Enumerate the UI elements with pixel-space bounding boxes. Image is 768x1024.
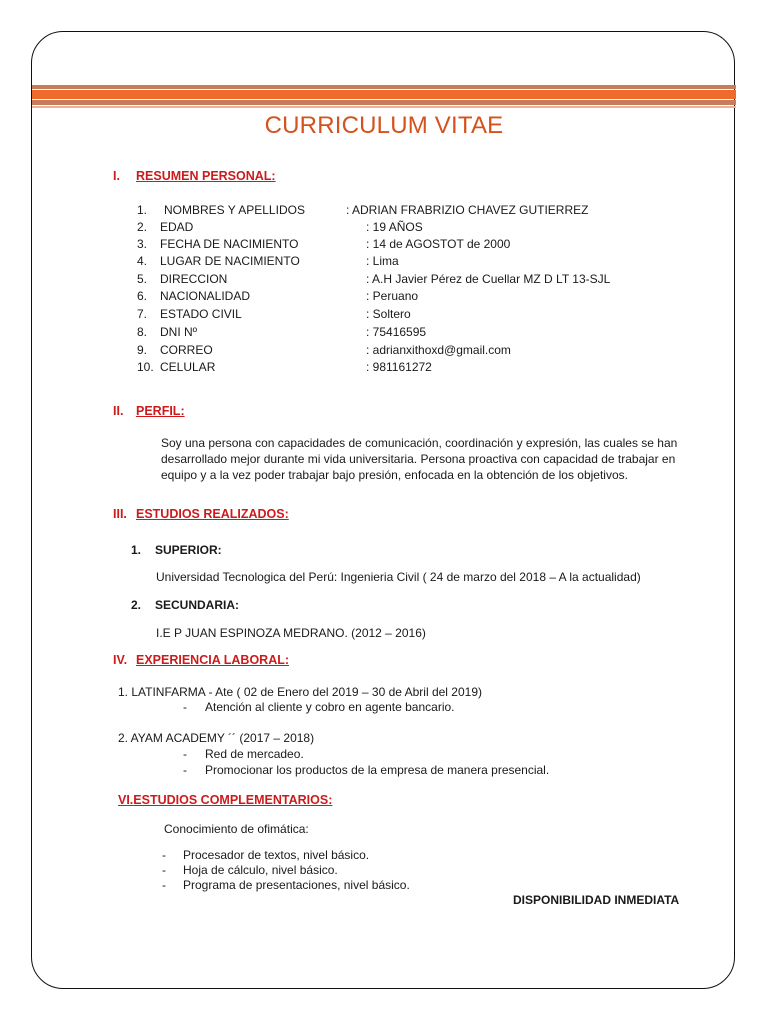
header-band-main [32,90,736,99]
item-text: Procesador de textos, nivel básico. [183,848,370,862]
row-value: : Soltero [366,307,411,321]
row-value: : adrianxithoxd@gmail.com [366,343,511,357]
item-text: Hoja de cálculo, nivel básico. [183,863,338,877]
bullet-dash: - [183,700,187,714]
row-number: 10. [137,360,154,374]
row-label: EDAD [160,220,194,234]
section-number: IV. [113,653,128,667]
section-experiencia [113,653,289,667]
bullet-dash: - [162,863,166,877]
item-label: SUPERIOR: [155,543,222,557]
section-complementarios [118,793,332,807]
row-label: CORREO [160,343,213,357]
estudio-superior-text: Universidad Tecnologica del Perú: Ingenieria Civil ( 24 de marzo del 2018 – A la actualidad) [156,570,641,584]
row-number: 5. [137,272,148,286]
row-label: DIRECCION [160,272,228,286]
row-number: 3. [137,237,148,251]
item-text: Programa de presentaciones, nivel básico. [183,878,410,892]
task-text: Atención al cliente y cobro en agente bancario. [205,700,455,714]
row-value: : 75416595 [366,325,427,339]
task-text: Promocionar los productos de la empresa de manera presencial. [205,763,550,777]
disponibilidad-note: DISPONIBILIDAD INMEDIATA [513,893,680,907]
section-label: ESTUDIOS COMPLEMENTARIOS: [133,793,333,807]
estudio-secundaria-heading [131,598,239,613]
estudio-secundaria-text: I.E P JUAN ESPINOZA MEDRANO. (2012 – 2016) [156,626,426,640]
row-label: ESTADO CIVIL [160,307,242,321]
section-number: VI. [118,793,134,807]
ofimatica-item [162,863,338,878]
bullet-dash: - [162,878,166,892]
document-title: CURRICULUM VITAE [264,112,504,139]
ofimatica-intro: Conocimiento de ofimática: [164,822,309,836]
row-number: 1. [137,203,148,217]
section-label: EXPERIENCIA LABORAL: [136,653,290,667]
row-value: : 14 de AGOSTOT de 2000 [366,237,511,251]
header-band-top [32,85,736,89]
job-latinfarma-task [183,700,455,715]
row-value: : 19 AÑOS [366,220,423,234]
job-ayam-task [183,763,549,778]
bullet-dash: - [183,747,187,761]
row-label: LUGAR DE NACIMIENTO [160,254,300,268]
section-perfil [113,404,185,418]
job-ayam-task [183,747,304,762]
row-value: : 981161272 [366,360,432,374]
section-number: II. [113,404,124,418]
row-number: 9. [137,343,148,357]
task-text: Red de mercadeo. [205,747,304,761]
bullet-dash: - [183,763,187,777]
section-label: ESTUDIOS REALIZADOS: [136,507,289,521]
section-estudios [113,507,289,521]
item-number: 1. [131,543,142,557]
row-number: 8. [137,325,148,339]
row-label: NOMBRES Y APELLIDOS [164,203,305,217]
header-band-bottom [32,106,736,108]
section-resumen-personal [113,169,276,183]
row-value: : A.H Javier Pérez de Cuellar MZ D LT 13-SJL [366,272,611,286]
header-band-lower [32,100,736,105]
section-number: I. [113,169,120,183]
row-number: 2. [137,220,148,234]
ofimatica-item [162,848,369,863]
item-number: 2. [131,598,142,612]
row-label: DNI Nº [160,325,198,339]
section-number: III. [113,507,127,521]
row-label: FECHA DE NACIMIENTO [160,237,299,251]
row-number: 6. [137,289,148,303]
perfil-paragraph: Soy una persona con capacidades de comunicación, coordinación y expresión, las cuales se han desarrollado mejor durante mi vida universitaria. Persona proactiva con capacidad de trabajar en equipo y a la vez poder trabajar bajo presión, enfocada en la obtención de los objetivos. [161,436,678,482]
job-latinfarma: 1. LATINFARMA - Ate ( 02 de Enero del 2019 – 30 de Abril del 2019) [118,685,482,699]
bullet-dash: - [162,848,166,862]
row-label: NACIONALIDAD [160,289,251,303]
section-label: PERFIL: [136,404,185,418]
row-value: : ADRIAN FRABRIZIO CHAVEZ GUTIERREZ [346,203,589,217]
job-ayam: 2. AYAM ACADEMY ´´ (2017 – 2018) [118,731,315,745]
item-label: SECUNDARIA: [155,598,239,612]
row-number: 4. [137,254,148,268]
row-number: 7. [137,307,148,321]
row-label: CELULAR [160,360,216,374]
ofimatica-item [162,878,410,893]
section-label: RESUMEN PERSONAL: [136,169,276,183]
row-value: : Peruano [366,289,419,303]
row-value: : Lima [366,254,399,268]
estudio-superior-heading [131,543,222,558]
